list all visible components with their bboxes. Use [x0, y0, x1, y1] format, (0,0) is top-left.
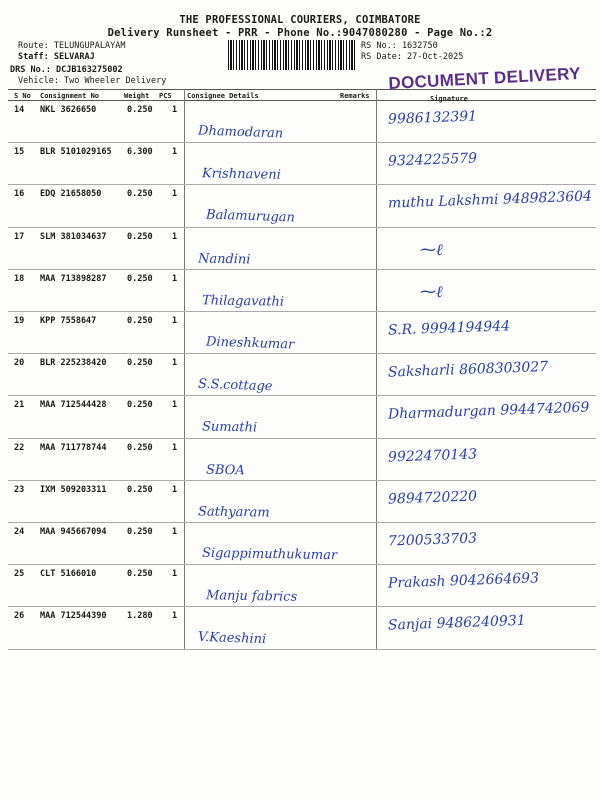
- row-pcs: 1: [172, 273, 178, 284]
- col-weight: Weight: [124, 92, 150, 100]
- document-delivery-stamp: DOCUMENT DELIVERY: [388, 63, 582, 93]
- row-pcs: 1: [172, 484, 178, 495]
- row-signature: 9894720220: [387, 488, 478, 508]
- row-consignee-name: Krishnaveni: [201, 166, 281, 183]
- row-signature-scribble: ⁓ℓ: [420, 239, 443, 259]
- row-weight: 0.250: [127, 527, 153, 537]
- row-sno: 25: [14, 569, 25, 580]
- rs-number: RS No.: 1632750: [361, 41, 438, 51]
- row-divider: [8, 522, 596, 523]
- row-consignment: SLM 381034637: [40, 231, 107, 242]
- row-divider: [8, 269, 596, 270]
- row-consignment: BLR 5101029165: [40, 147, 112, 158]
- row-consignment: MAA 712544390: [40, 611, 107, 622]
- vehicle-label: Vehicle: Two Wheeler Delivery: [18, 76, 167, 86]
- row-weight: 0.250: [127, 484, 153, 495]
- row-weight: 0.250: [127, 189, 153, 200]
- row-weight: 0.250: [127, 105, 153, 115]
- row-consignment: MAA 713898287: [40, 273, 107, 284]
- row-sno: 15: [14, 147, 25, 158]
- row-consignee-name: V.Kaeshini: [197, 630, 267, 648]
- row-pcs: 1: [172, 442, 178, 453]
- table-header-rule: [8, 100, 596, 101]
- row-consignment: EDQ 21658050: [40, 189, 102, 200]
- row-consignment: CLT 5166010: [40, 569, 97, 580]
- drs-number: DRS No.: DCJB163275002: [10, 65, 123, 75]
- staff-label: Staff: SELVARAJ: [18, 52, 95, 62]
- row-signature: 7200533703: [387, 530, 478, 550]
- col-sno: S No: [14, 92, 31, 100]
- col-consignee: Consignee Details: [187, 92, 259, 100]
- row-divider: [8, 480, 596, 481]
- row-divider: [8, 438, 596, 439]
- row-divider: [8, 564, 596, 565]
- row-weight: 1.280: [127, 611, 153, 622]
- row-consignment: IXM 509203311: [40, 484, 107, 495]
- row-pcs: 1: [172, 105, 178, 115]
- row-sno: 22: [14, 442, 25, 453]
- col-signature: Signature: [430, 95, 468, 103]
- row-consignee-name: Dhamodaran: [197, 123, 284, 142]
- row-pcs: 1: [172, 147, 178, 158]
- row-pcs: 1: [172, 527, 178, 537]
- row-pcs: 1: [172, 231, 178, 242]
- row-divider: [8, 227, 596, 228]
- row-consignee-name: Dineshkumar: [205, 334, 295, 353]
- row-pcs: 1: [172, 189, 178, 200]
- row-weight: 0.250: [127, 400, 153, 411]
- row-sno: 14: [14, 105, 25, 115]
- row-divider: [8, 395, 596, 396]
- row-signature: Dharmadurgan 9944742069: [387, 399, 590, 423]
- table-top-rule: [8, 89, 596, 90]
- row-signature: muthu Lakshmi 9489823604: [387, 188, 593, 212]
- row-pcs: 1: [172, 611, 178, 622]
- row-consignee-name: Thilagavathi: [201, 293, 285, 310]
- row-signature: Saksharli 8608303027: [387, 359, 549, 381]
- row-weight: 0.250: [127, 231, 153, 242]
- row-sno: 26: [14, 611, 25, 622]
- row-divider: [8, 353, 596, 354]
- row-consignment: NKL 3626650: [40, 105, 97, 115]
- row-sno: 18: [14, 273, 25, 284]
- row-consignee-name: S.S.cottage: [197, 376, 273, 395]
- row-consignment: MAA 712544428: [40, 400, 107, 411]
- row-sno: 21: [14, 400, 25, 411]
- row-divider: [8, 649, 596, 650]
- route-label: Route: TELUNGUPALAYAM: [18, 41, 126, 51]
- row-sno: 23: [14, 484, 25, 495]
- row-signature: 9922470143: [387, 446, 478, 466]
- col-consignment: Consignment No: [40, 92, 100, 100]
- row-signature: Sanjai 9486240931: [387, 613, 526, 634]
- row-signature: 9986132391: [387, 108, 478, 128]
- barcode-image: [228, 40, 356, 70]
- row-sno: 24: [14, 527, 25, 537]
- row-weight: 0.250: [127, 273, 153, 284]
- row-divider: [8, 184, 596, 185]
- row-sno: 16: [14, 189, 25, 200]
- row-consignment: KPP 7558647: [40, 316, 97, 326]
- company-title: THE PROFESSIONAL COURIERS, COIMBATORE: [179, 14, 421, 26]
- col-remarks: Remarks: [340, 92, 370, 100]
- row-consignment: BLR 225238420: [40, 358, 107, 369]
- row-weight: 6.300: [127, 147, 153, 158]
- row-divider: [8, 606, 596, 607]
- row-consignment: MAA 711778744: [40, 442, 107, 453]
- row-consignee-name: Balamurugan: [205, 207, 296, 226]
- row-signature: 9324225579: [387, 150, 478, 170]
- row-consignee-name: Sathyaram: [197, 504, 270, 521]
- row-pcs: 1: [172, 569, 178, 580]
- row-weight: 0.250: [127, 358, 153, 369]
- row-consignee-name: Sumathi: [201, 419, 258, 436]
- row-pcs: 1: [172, 400, 178, 411]
- row-weight: 0.250: [127, 442, 153, 453]
- row-consignee-name: Sigappimuthukumar: [201, 545, 338, 564]
- row-divider: [8, 142, 596, 143]
- row-sno: 19: [14, 316, 25, 326]
- row-consignee-name: SBOA: [205, 462, 245, 478]
- col-pcs: PCS: [159, 92, 172, 100]
- row-signature: Prakash 9042664693: [387, 570, 540, 592]
- row-pcs: 1: [172, 316, 178, 326]
- row-consignment: MAA 945667094: [40, 527, 107, 537]
- row-sno: 20: [14, 358, 25, 369]
- rs-date: RS Date: 27-Oct-2025: [361, 52, 464, 62]
- row-weight: 0.250: [127, 316, 153, 326]
- row-signature-scribble: ⁓ℓ: [420, 281, 443, 301]
- row-consignee-name: Manju fabrics: [205, 588, 298, 605]
- row-weight: 0.250: [127, 569, 153, 580]
- row-signature: S.R. 9994194944: [387, 318, 511, 339]
- row-consignee-name: Nandini: [197, 251, 251, 268]
- row-pcs: 1: [172, 358, 178, 369]
- runsheet-subtitle: Delivery Runsheet - PRR - Phone No.:9047080280 - Page No.:2: [107, 27, 493, 39]
- row-divider: [8, 311, 596, 312]
- row-sno: 17: [14, 231, 25, 242]
